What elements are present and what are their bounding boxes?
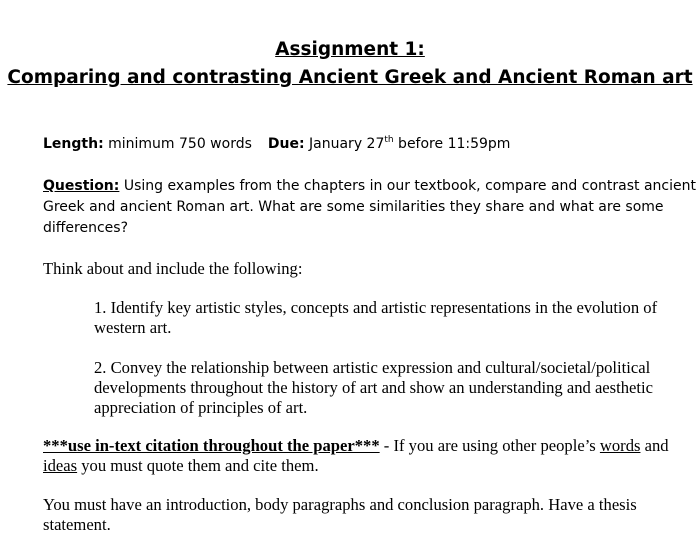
citation-words: words xyxy=(599,436,641,455)
citation-line-1 xyxy=(43,436,669,456)
question-line-3: differences? xyxy=(43,220,129,236)
item-2-line-2: developments throughout the history of art and show an understanding and aesthetic xyxy=(94,378,653,397)
citation-text-2: you must quote them and cite them. xyxy=(77,456,319,475)
due-time: before 11:59pm xyxy=(393,136,511,152)
question-text-1: Using examples from the chapters in our textbook, compare and contrast ancient xyxy=(119,178,696,194)
length-label: Length: xyxy=(43,136,104,152)
item-2-line-1: 2. Convey the relationship between artistic expression and cultural/societal/political xyxy=(94,358,651,377)
due-ordinal: th xyxy=(384,135,394,145)
citation-emphasis: ***use in-text citation throughout the paper*** xyxy=(43,436,380,455)
item-1-line-2: western art. xyxy=(94,318,172,337)
citation-ideas: ideas xyxy=(43,456,78,475)
question-label: Question: xyxy=(43,178,120,194)
think-heading: Think about and include the following: xyxy=(43,259,303,278)
citation-text-1: - If you are using other people’s xyxy=(379,436,600,455)
due-value: January 27 xyxy=(304,136,385,152)
due-label: Due: xyxy=(267,136,305,152)
question-line-1 xyxy=(43,176,696,197)
assignment-subtitle: Comparing and contrasting Ancient Greek and Ancient Roman art xyxy=(7,67,693,88)
citation-line-2 xyxy=(43,456,319,476)
item-1-line-1: 1. Identify key artistic styles, concepts and artistic representations in the evolution of xyxy=(94,298,658,317)
length-due-line xyxy=(43,134,510,155)
length-value: minimum 750 words xyxy=(103,136,252,152)
citation-and: and xyxy=(640,436,669,455)
closing-line-2: statement. xyxy=(43,515,111,534)
question-line-2: Greek and ancient Roman art. What are some similarities they share and what are some xyxy=(43,199,664,215)
assignment-title: Assignment 1: xyxy=(275,39,425,60)
closing-line-1: You must have an introduction, body paragraphs and conclusion paragraph. Have a thesis xyxy=(43,495,637,514)
item-2-line-3: appreciation of principles of art. xyxy=(94,398,308,417)
